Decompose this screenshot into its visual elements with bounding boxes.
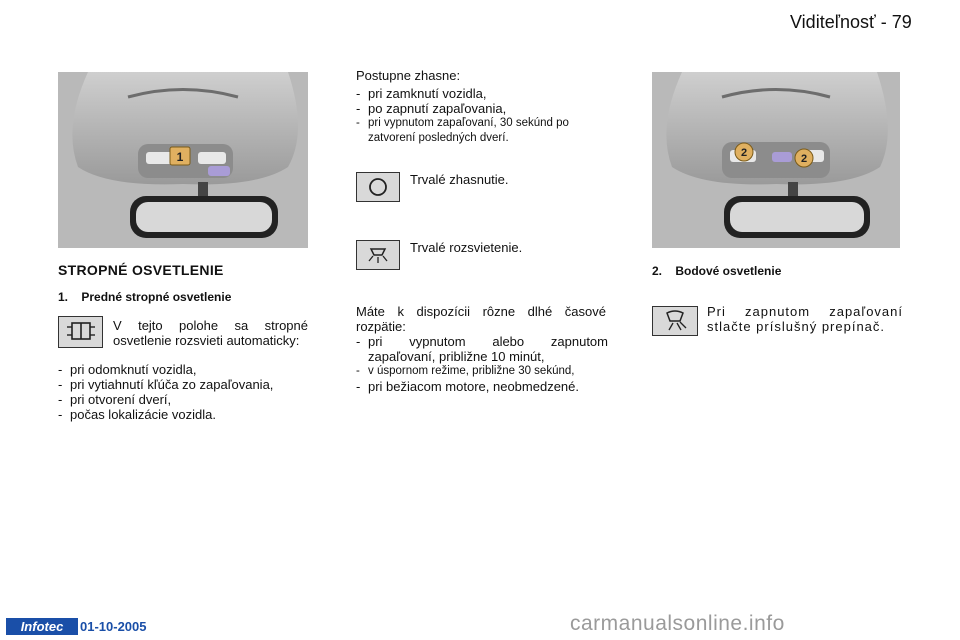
permanent-off-label: Trvalé zhasnutie. <box>410 172 509 187</box>
list-item: - pri vypnutom alebo zapnutom zapaľovaní, približne 10 minút, <box>356 334 608 364</box>
off-switch-box <box>356 172 400 202</box>
duration-paragraph: Máte k dispozícii rôzne dlhé časové rozpätie: <box>356 304 606 334</box>
door-light-icon <box>59 317 102 347</box>
list-item: - pri bežiacom motore, neobmedzené. <box>356 379 608 394</box>
watermark: carmanualsonline.info <box>570 612 785 635</box>
permanent-on-label: Trvalé rozsvietenie. <box>410 240 523 255</box>
fade-out-list <box>356 86 608 146</box>
off-circle-icon <box>357 173 399 201</box>
list-item: - v úspornom režime, približne 30 sekúnd, <box>356 364 608 379</box>
list-item: - po zapnutí zapaľovania, <box>356 101 608 116</box>
list-item: - pri otvorení dverí, <box>58 392 318 407</box>
infotec-logo: Infotec <box>6 618 78 635</box>
fade-out-heading: Postupne zhasne: <box>356 68 461 83</box>
callout-number: 2 <box>740 147 748 159</box>
callout-number: 1 <box>176 150 184 164</box>
duration-list <box>356 334 608 394</box>
door-light-switch-box <box>58 316 103 348</box>
spot-lamp-icon <box>653 307 697 335</box>
lamp-on-icon <box>357 241 399 269</box>
door-mode-text: V tejto polohe sa stropné osvetlenie rozsvieti automaticky: <box>113 318 308 348</box>
section-title: STROPNÉ OSVETLENIE <box>58 262 224 278</box>
on-switch-box <box>356 240 400 270</box>
subsection-title-spot: 2. Bodové osvetlenie <box>652 264 782 278</box>
list-item: - pri odomknutí vozidla, <box>58 362 318 377</box>
spot-light-photo <box>652 72 900 248</box>
subsection-title-front: 1. Predné stropné osvetlenie <box>58 290 232 304</box>
activation-list <box>58 362 318 422</box>
page-title: Viditeľnosť - 79 <box>790 12 912 32</box>
footer-date: 01-10-2005 <box>80 619 147 634</box>
front-ceiling-light-photo <box>58 72 308 248</box>
list-item: - pri vytiahnutí kľúča zo zapaľovania, <box>58 377 318 392</box>
list-item: - pri zamknutí vozidla, <box>356 86 608 101</box>
callout-number: 2 <box>800 153 808 165</box>
spot-text: Pri zapnutom zapaľovaní stlačte príslušný prepínač. <box>707 304 903 334</box>
list-item: - počas lokalizácie vozidla. <box>58 407 318 422</box>
spot-switch-box <box>652 306 698 336</box>
list-item: - pri vypnutom zapaľovaní, 30 sekúnd po zatvorení posledných dverí. <box>356 116 608 146</box>
